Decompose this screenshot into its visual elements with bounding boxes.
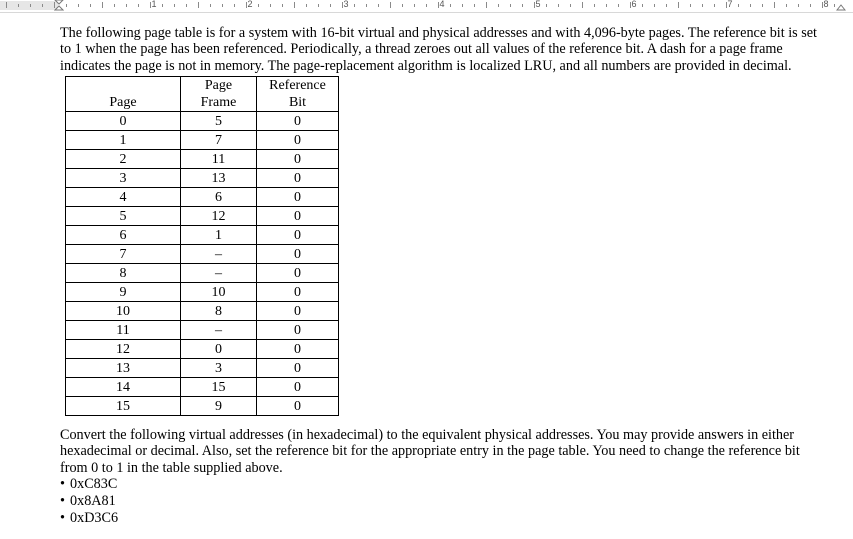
cell-page: 11 [66, 321, 181, 340]
header-reference-bit: Reference Bit [257, 77, 339, 112]
ruler-tick [810, 4, 811, 7]
ruler-tick [498, 4, 499, 7]
list-item: • 0xD3C6 [60, 510, 118, 527]
ruler-tick [210, 4, 211, 7]
ruler-tick [222, 4, 223, 7]
ruler-tick [786, 4, 787, 7]
cell-frame: 8 [181, 302, 257, 321]
cell-frame: – [181, 264, 257, 283]
ruler-text-area [58, 1, 838, 10]
ruler-tick [270, 4, 271, 7]
ruler-tick [66, 4, 67, 7]
ruler-tick [606, 4, 607, 7]
ruler-tick [642, 4, 643, 7]
cell-reference-bit: 0 [257, 359, 339, 378]
ruler-number: 8 [823, 0, 829, 9]
table-row [66, 112, 339, 131]
cell-frame: 15 [181, 378, 257, 397]
cell-frame: 5 [181, 112, 257, 131]
cell-frame: 7 [181, 131, 257, 150]
ruler-tick [654, 4, 655, 7]
ruler-tick [618, 4, 619, 7]
ruler-tick [762, 4, 763, 7]
ruler-tick [378, 4, 379, 7]
ruler-tick [546, 4, 547, 7]
ruler-tick [174, 4, 175, 7]
cell-reference-bit: 0 [257, 321, 339, 340]
cell-page: 9 [66, 283, 181, 302]
cell-reference-bit: 0 [257, 131, 339, 150]
header-page: Page [66, 77, 181, 112]
ruler-number: 3 [343, 0, 349, 9]
cell-frame: 10 [181, 283, 257, 302]
ruler-tick [714, 4, 715, 7]
ruler-tick [750, 4, 751, 7]
ruler-tick [78, 4, 79, 7]
ruler-tick [690, 4, 691, 7]
cell-reference-bit: 0 [257, 340, 339, 359]
ruler-number: 4 [439, 0, 445, 9]
ruler-tick [582, 2, 583, 8]
ruler-tick [198, 2, 199, 8]
ruler-tick [90, 4, 91, 7]
intro-paragraph: The following page table is for a system with 16-bit virtual and physical addresses and with 4,096-byte pages. The reference bit is set to 1 when the page has been referenced. Periodically, a thread zeroes out all values of the reference bit. A dash for a page frame indicates the page is not in memory. The page-replacement algorithm is localized LRU, and all numbers are provided in decimal. [60, 25, 817, 74]
ruler-number: 2 [247, 0, 253, 9]
cell-frame: 0 [181, 340, 257, 359]
cell-frame: 11 [181, 150, 257, 169]
question-paragraph: Convert the following virtual addresses (in hexadecimal) to the equivalent physical addresses. You may provide answers in either hexadecimal or decimal. Also, set the reference bit for the appropriate entry in the page table. You need to change the reference bit from 0 to 1 in the table supplied above. [60, 427, 800, 476]
ruler-tick [486, 2, 487, 8]
ruler-tick [354, 4, 355, 7]
table-row [66, 302, 339, 321]
ruler-tick [366, 4, 367, 7]
ruler-tick [6, 2, 7, 8]
ruler-tick [678, 2, 679, 8]
table-row [66, 283, 339, 302]
ruler-tick [186, 4, 187, 7]
cell-frame: 3 [181, 359, 257, 378]
table-row [66, 150, 339, 169]
ruler-tick [18, 4, 19, 7]
ruler-tick [258, 4, 259, 7]
ruler-tick [462, 4, 463, 7]
cell-page: 7 [66, 245, 181, 264]
ruler-tick [402, 4, 403, 7]
cell-page: 8 [66, 264, 181, 283]
page-table [65, 76, 339, 416]
ruler-tick [318, 4, 319, 7]
ruler-tick [570, 4, 571, 7]
ruler-number: 5 [535, 0, 541, 9]
cell-reference-bit: 0 [257, 302, 339, 321]
cell-page: 14 [66, 378, 181, 397]
table-row [66, 188, 339, 207]
cell-page: 6 [66, 226, 181, 245]
ruler-tick [510, 4, 511, 7]
cell-page: 0 [66, 112, 181, 131]
table-row [66, 340, 339, 359]
indent-marker-icon[interactable] [54, 0, 64, 11]
cell-page: 13 [66, 359, 181, 378]
ruler-tick [390, 2, 391, 8]
ruler-tick [114, 4, 115, 7]
cell-frame: 6 [181, 188, 257, 207]
cell-reference-bit: 0 [257, 150, 339, 169]
cell-reference-bit: 0 [257, 226, 339, 245]
ruler-tick [522, 4, 523, 7]
cell-reference-bit: 0 [257, 112, 339, 131]
ruler-tick [594, 4, 595, 7]
ruler-tick [102, 2, 103, 8]
ruler-number: 6 [631, 0, 637, 9]
ruler-tick [330, 4, 331, 7]
cell-page: 2 [66, 150, 181, 169]
ruler-tick [666, 4, 667, 7]
ruler-tick [558, 4, 559, 7]
table-row [66, 264, 339, 283]
table-row [66, 321, 339, 340]
table-header-row [66, 77, 339, 112]
cell-reference-bit: 0 [257, 169, 339, 188]
table-row [66, 226, 339, 245]
cell-page: 1 [66, 131, 181, 150]
table-row [66, 207, 339, 226]
ruler-tick [702, 4, 703, 7]
cell-page: 15 [66, 397, 181, 416]
cell-page: 10 [66, 302, 181, 321]
cell-reference-bit: 0 [257, 245, 339, 264]
document-body [60, 25, 830, 74]
cell-frame: – [181, 321, 257, 340]
table-row [66, 245, 339, 264]
right-indent-marker-icon[interactable] [836, 1, 846, 11]
ruler-tick [426, 4, 427, 7]
ruler-number: 7 [727, 0, 733, 9]
cell-reference-bit: 0 [257, 283, 339, 302]
cell-reference-bit: 0 [257, 264, 339, 283]
cell-reference-bit: 0 [257, 207, 339, 226]
ruler-tick [42, 4, 43, 7]
ruler [0, 0, 853, 13]
cell-frame: – [181, 245, 257, 264]
header-page-frame: Page Frame [181, 77, 257, 112]
ruler-margin [0, 1, 58, 10]
table-row [66, 397, 339, 416]
ruler-tick [798, 4, 799, 7]
ruler-tick [294, 2, 295, 8]
ruler-tick [834, 4, 835, 7]
ruler-tick [414, 4, 415, 7]
ruler-tick [738, 4, 739, 7]
list-item: • 0xC83C [60, 476, 118, 493]
ruler-tick [162, 4, 163, 7]
cell-page: 3 [66, 169, 181, 188]
ruler-tick [306, 4, 307, 7]
ruler-tick [450, 4, 451, 7]
cell-frame: 9 [181, 397, 257, 416]
table-row [66, 169, 339, 188]
cell-reference-bit: 0 [257, 397, 339, 416]
address-list [60, 476, 118, 527]
cell-page: 12 [66, 340, 181, 359]
list-item: • 0x8A81 [60, 493, 118, 510]
ruler-tick [30, 4, 31, 7]
ruler-tick [774, 2, 775, 8]
table-row [66, 359, 339, 378]
cell-reference-bit: 0 [257, 188, 339, 207]
ruler-number: 1 [151, 0, 157, 9]
ruler-tick [474, 4, 475, 7]
ruler-tick [282, 4, 283, 7]
cell-frame: 1 [181, 226, 257, 245]
table-row [66, 378, 339, 397]
ruler-tick [138, 4, 139, 7]
cell-reference-bit: 0 [257, 378, 339, 397]
ruler-tick [126, 4, 127, 7]
cell-page: 4 [66, 188, 181, 207]
cell-frame: 13 [181, 169, 257, 188]
table-row [66, 131, 339, 150]
ruler-tick [234, 4, 235, 7]
cell-page: 5 [66, 207, 181, 226]
cell-frame: 12 [181, 207, 257, 226]
